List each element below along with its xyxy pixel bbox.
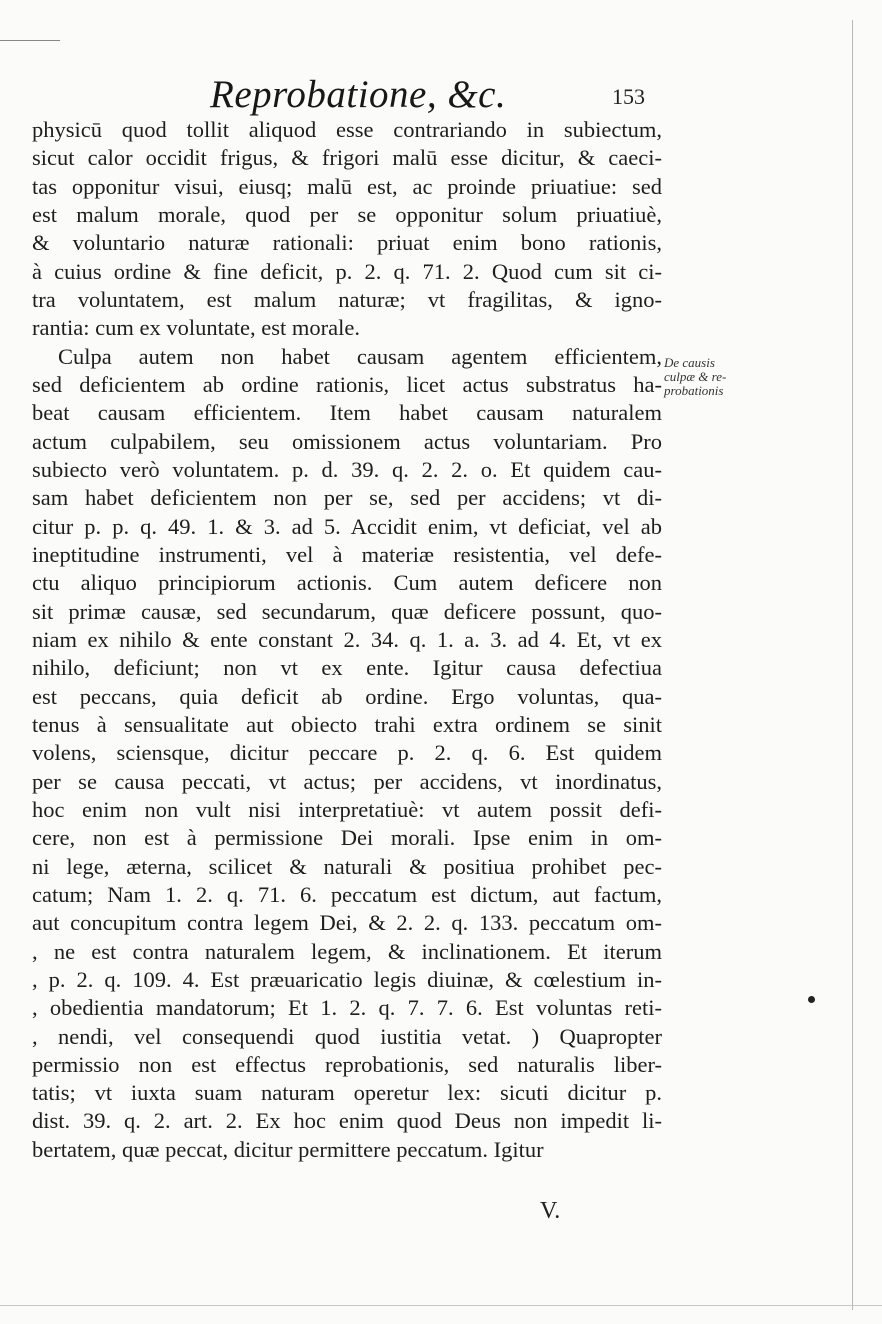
page-edge xyxy=(852,20,853,1310)
text-line: hoc enim non vult nisi interpretatiuè: vt autem possit defi- xyxy=(32,796,662,822)
ink-spot xyxy=(808,996,815,1003)
text-line: , obedientia mandatorum; Et 1. 2. q. 7. 7. 6. Est voluntas reti- xyxy=(32,995,662,1021)
text-line: & voluntario naturæ rationali: priuat enim bono rationis, xyxy=(32,230,662,256)
page-bottom-edge xyxy=(0,1305,882,1306)
page-number: 153 xyxy=(612,84,645,109)
text-line: , nendi, vel consequendi quod iustitia vetat. ) Quapropter xyxy=(32,1023,662,1049)
text-line: , ne est contra naturalem legem, & inclinationem. Et iterum xyxy=(32,938,662,964)
text-line: sed deficientem ab ordine rationis, licet actus substratus ha- xyxy=(32,371,662,397)
text-line: per se causa peccati, vt actus; per accidens, vt inordinatus, xyxy=(32,768,662,794)
marginal-note-line: probationis xyxy=(664,383,724,398)
text-line: bertatem, quæ peccat, dicitur permittere peccatum. Igitur xyxy=(32,1136,544,1162)
text-line: tas opponitur visui, eiusq; malū est, ac proinde priuatiue: sed xyxy=(32,173,662,199)
text-line: physicū quod tollit aliquod esse contrariando in subiectum, xyxy=(32,117,662,142)
text-line: à cuius ordine & fine deficit, p. 2. q. 71. 2. Quod cum sit ci- xyxy=(32,258,662,284)
text-line: sicut calor occidit frigus, & frigori malū esse dicitur, & caeci- xyxy=(32,145,662,171)
text-line: sit primæ causæ, sed secundarum, quæ deficere possunt, quo- xyxy=(32,598,662,624)
marginal-note xyxy=(664,356,774,398)
text-line: beat causam efficientem. Item habet causam naturalem xyxy=(32,400,662,426)
text-line: ineptitudine instrumenti, vel à materiæ resistentia, vel defe- xyxy=(32,541,662,567)
marginal-note-line: De causis xyxy=(664,355,715,370)
running-head: Reprobatione, &c. xyxy=(210,73,507,116)
text-line: ni lege, æterna, scilicet & naturali & positiua prohibet pec- xyxy=(32,853,662,879)
text-line: tatis; vt iuxta suam naturam operetur lex: sicuti dicitur p. xyxy=(32,1080,662,1106)
text-line: nihilo, deficiunt; non vt ex ente. Igitur causa defectiua xyxy=(32,655,662,681)
text-line: ctu aliquo principiorum actionis. Cum autem deficere non xyxy=(32,570,662,596)
text-line: Culpa autem non habet causam agentem efficientem, xyxy=(58,343,662,369)
catchword: V. xyxy=(540,1198,561,1224)
text-line: permissio non est effectus reprobationis, sed naturalis liber- xyxy=(32,1051,662,1077)
text-line: sam habet deficientem non per se, sed per accidens; vt di- xyxy=(32,485,662,511)
text-line: rantia: cum ex voluntate, est morale. xyxy=(32,315,361,341)
text-line: aut concupitum contra legem Dei, & 2. 2. q. 133. peccatum om- xyxy=(32,910,662,936)
text-line: volens, sciensque, dicitur peccare p. 2. q. 6. Est quidem xyxy=(32,740,662,766)
text-line: tra voluntatem, est malum naturæ; vt fragilitas, & igno- xyxy=(32,286,662,312)
text-line: cere, non est à permissione Dei morali. Ipse enim in om- xyxy=(32,825,662,851)
text-line: catum; Nam 1. 2. q. 71. 6. peccatum est dictum, aut factum, xyxy=(32,881,662,907)
marginal-note-line: culpæ & re- xyxy=(664,369,727,384)
text-line: est malum morale, quod per se opponitur solum priuatiuè, xyxy=(32,201,662,227)
body-text xyxy=(32,116,662,1164)
ink-rule xyxy=(0,40,60,41)
text-line: dist. 39. q. 2. art. 2. Ex hoc enim quod Deus non impedit li- xyxy=(32,1108,662,1134)
text-line: citur p. p. q. 49. 1. & 3. ad 5. Accidit enim, vt deficiat, vel ab xyxy=(32,513,662,539)
text-line: subiecto verò voluntatem. p. d. 39. q. 2. 2. o. Et quidem cau- xyxy=(32,456,662,482)
text-line: tenus à sensualitate aut obiecto trahi extra ordinem se sinit xyxy=(32,711,662,737)
text-line: actum culpabilem, seu omissionem actus voluntariam. Pro xyxy=(32,428,662,454)
text-line: niam ex nihilo & ente constant 2. 34. q. 1. a. 3. ad 4. Et, vt ex xyxy=(32,626,662,652)
text-line: , p. 2. q. 109. 4. Est præuaricatio legis diuinæ, & cœlestium in- xyxy=(32,966,662,992)
text-line: est peccans, quia deficit ab ordine. Ergo voluntas, qua- xyxy=(32,683,662,709)
